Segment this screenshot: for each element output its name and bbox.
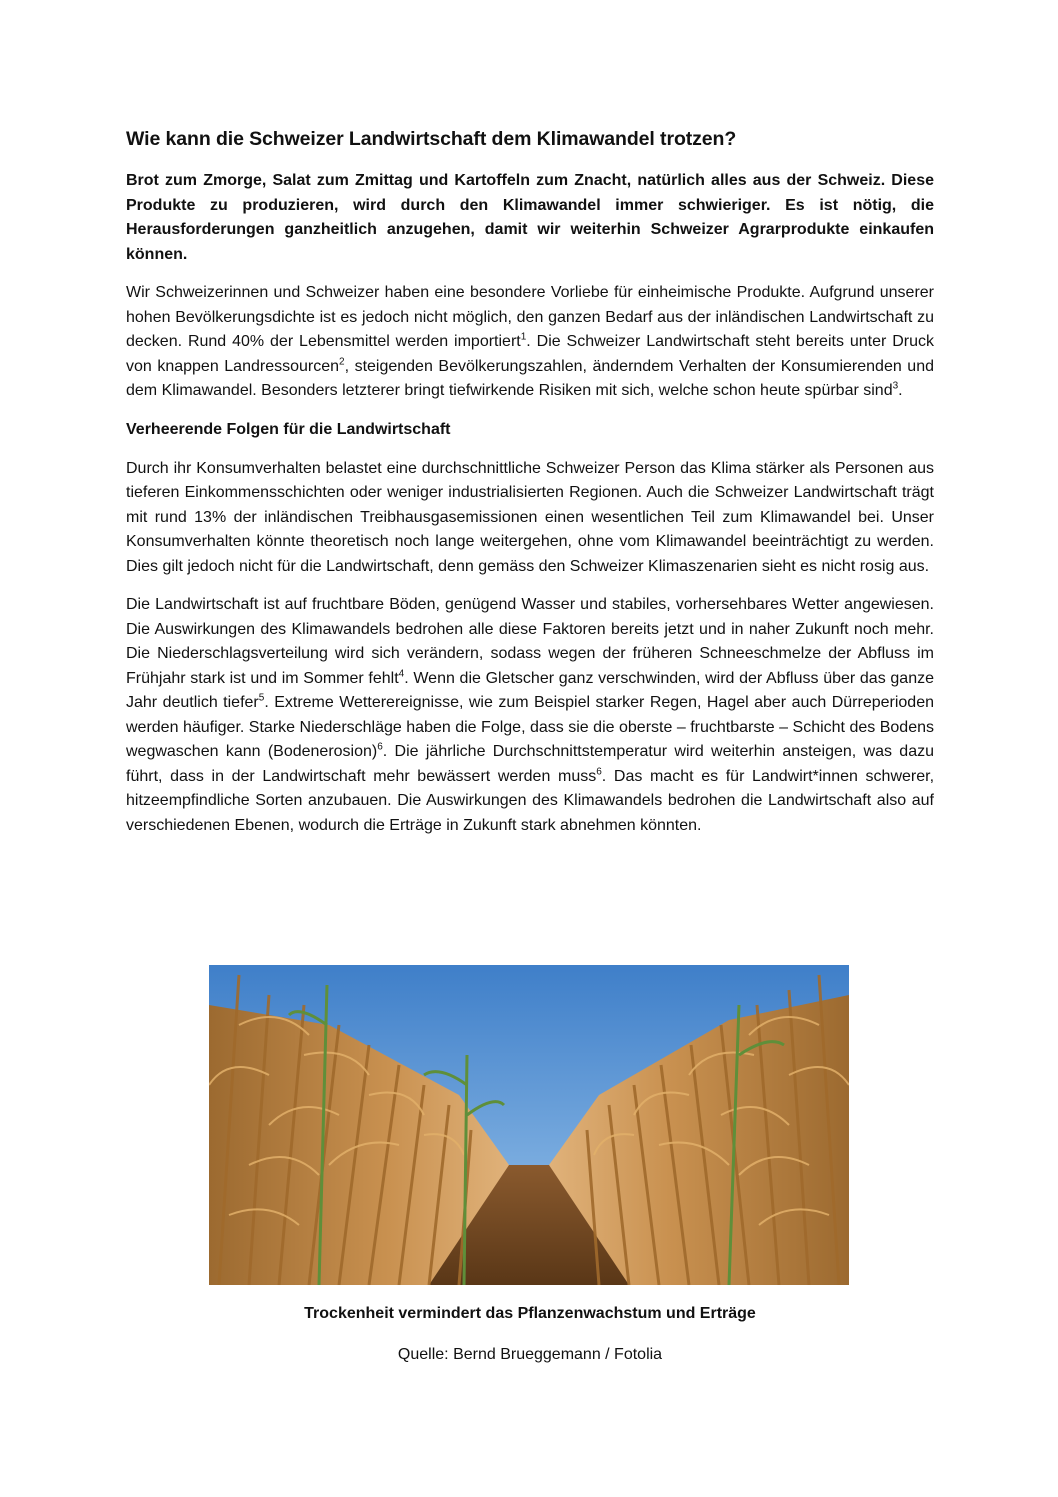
paragraph-consumption: Durch ihr Konsumverhalten belastet eine durchschnittliche Schweizer Person das Klima stärker als Personen aus tieferen Einkommensschichten oder weniger industrialisierten Regionen. Auch die Schweizer Landwirtschaft trägt mit rund 13% der inländischen Treibhausgasemissionen einen wesentlichen Teil zum Klimawandel bei. Unser Konsumverhalten könnte theoretisch noch lange weitergehen, ohne vom Klimawandel beeinträchtigt zu werden. Dies gilt jedoch nicht für die Landwirtschaft, denn gemäss den Schweizer Klimaszenarien sieht es nicht rosig aus. bbox=[126, 459, 934, 575]
article-lead: Brot zum Zmorge, Salat zum Zmittag und Kartoffeln zum Znacht, natürlich alles aus der Schweiz. Diese Produkte zu produzieren, wird durch den Klimawandel immer schwieriger. Es ist nötig, die Herausforderungen ganzheitlich anzugehen, damit wir weiterhin Schweizer Agrarprodukte einkaufen können. bbox=[126, 172, 934, 263]
text-segment: . Die Schweizer Landwirtschaft steht bereits unter Druck von knappen Landressourcen bbox=[126, 333, 935, 375]
paragraph-intro bbox=[126, 281, 934, 404]
footnote-ref: 1 bbox=[520, 332, 527, 344]
footnote-ref: 3 bbox=[892, 381, 899, 393]
text-segment: , steigenden Bevölkerungszahlen, änderndem Verhalten der Konsumierenden und dem Klimawandel. Besonders letzterer bringt tiefwirkende Risiken mit sich, welche schon heute spürbar sind bbox=[126, 357, 934, 400]
figure-source: Quelle: Bernd Brueggemann / Fotolia bbox=[397, 1346, 663, 1363]
text-segment: . Extreme Wetterereignisse, wie zum Beispiel starker Regen, Hagel aber auch Dürreperioden werden häufiger. Starke Niederschläge haben die Folge, dass sie die oberste – fruchtbarste – Schicht des Bodens wegwaschen kann (Bodenerosion) bbox=[126, 694, 935, 761]
text-segment: . bbox=[898, 382, 903, 400]
section-heading: Verheerende Folgen für die Landwirtschaft bbox=[126, 420, 451, 438]
article-title: Wie kann die Schweizer Landwirtschaft dem Klimawandel trotzen? bbox=[126, 128, 737, 150]
figure-caption: Trockenheit vermindert das Pflanzenwachstum und Erträge bbox=[304, 1305, 756, 1322]
paragraph-impacts bbox=[126, 593, 934, 838]
footnote-ref: 6 bbox=[377, 742, 383, 754]
footnote-ref: 2 bbox=[339, 356, 345, 368]
article-body bbox=[126, 128, 934, 852]
text-segment: Wir Schweizerinnen und Schweizer haben eine besondere Vorliebe für einheimische Produkte. Aufgrund unserer hohen Bevölkerungsdichte ist es jedoch nicht möglich, den ganzen Bedarf aus der inländischen Landwirtschaft zu decken. Rund 40% der Lebensmittel werden importiert bbox=[126, 284, 934, 351]
text-segment: . Das macht es für Landwirt*innen schwerer, hitzeempfindliche Sorten anzubauen. Die Auswirkungen des Klimawandels bedrohen die Landwirtschaft also auf verschiedenen Ebenen, wodurch die Erträge in Zukunft stark abnehmen könnten. bbox=[126, 767, 935, 834]
text-segment: Die Landwirtschaft ist auf fruchtbare Böden, genügend Wasser und stabiles, vorhersehbares Wetter angewiesen. Die Auswirkungen des Klimawandels bedrohen alle diese Faktoren bereits jetzt und in naher Zukunft noch mehr. Die Niederschlagsverteilung wird sich verändern, sodass wegen der früheren Schneeschmelze der Abfluss im Frühjahr stark ist und im Sommer fehlt bbox=[126, 596, 934, 687]
text-segment: . Die jährliche Durchschnittstemperatur wird weiterhin ansteigen, was dazu führt, dass in der Landwirtschaft mehr bewässert werden muss bbox=[126, 743, 935, 785]
cornfield-photo bbox=[209, 965, 849, 1285]
text-segment: . Wenn die Gletscher ganz verschwinden, wird der Abfluss über das ganze Jahr deutlich tiefer bbox=[126, 669, 934, 712]
footnote-ref: 4 bbox=[398, 668, 405, 680]
footnote-ref: 6 bbox=[596, 766, 602, 778]
footnote-ref: 5 bbox=[258, 693, 265, 705]
